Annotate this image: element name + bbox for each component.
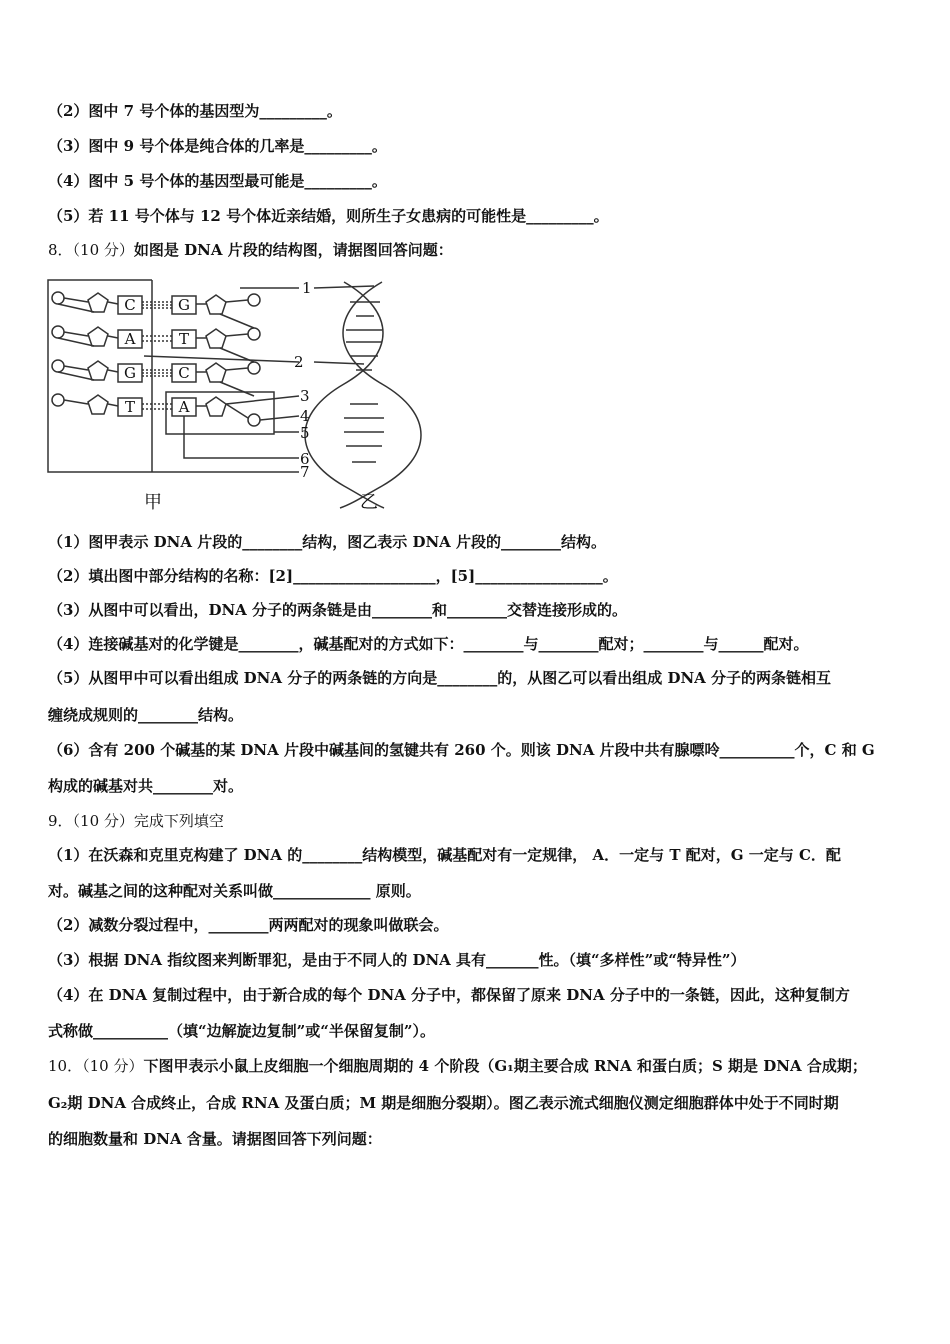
dna-structure-diagram: [44, 272, 424, 516]
q9-header: [48, 811, 224, 831]
label-5: 5: [300, 424, 310, 442]
q9-item-2: （2）减数分裂过程中，________两两配对的现象叫做联会。: [48, 916, 449, 934]
q9-item-1: （1）在沃森和克里克构建了 DNA 的________结构模型，碱基配对有一定规律， A．一定与 T 配对，G 一定与 C．配: [48, 846, 841, 864]
right-base-1: G: [178, 296, 190, 314]
q8-header: [48, 240, 453, 260]
q8-item-4: （4）连接碱基对的化学键是________，碱基配对的方式如下：________与________配对；________与______配对。: [48, 635, 809, 653]
q9-item-4: （4）在 DNA 复制过程中，由于新合成的每个 DNA 分子中，都保留了原来 DNA 分子中的一条链，因此，这种复制方: [48, 986, 850, 1004]
left-base-3: G: [124, 364, 136, 382]
q8-item-5-cont: 缠绕成规则的________结构。: [48, 706, 244, 724]
caption-yi: 乙: [360, 492, 378, 513]
q7-item-2: （2）图中 7 号个体的基因型为_________。: [48, 102, 342, 120]
q8-item-3: （3）从图中可以看出，DNA 分子的两条链是由________和________交替连接形成的。: [48, 601, 628, 619]
q10-number: 10．（10 分）: [48, 1057, 144, 1075]
q10-text-1: 下图甲表示小鼠上皮细胞一个细胞周期的 4 个阶段（G₁期主要合成 RNA 和蛋白质；S 期是 DNA 合成期；: [143, 1057, 867, 1075]
left-backbone: [52, 292, 118, 414]
q9-number: 9．（10 分）: [48, 812, 134, 830]
label-4: 4: [300, 407, 310, 425]
q7-item-3: （3）图中 9 号个体是纯合体的几率是_________。: [48, 137, 387, 155]
right-base-3: C: [178, 364, 190, 382]
label-3: 3: [300, 387, 310, 405]
right-base-4: A: [178, 398, 190, 416]
left-base-4: T: [124, 398, 136, 416]
q9-item-3: （3）根据 DNA 指纹图来判断罪犯，是由于不同人的 DNA 具有_______性。（填“多样性”或“特异性”）: [48, 951, 746, 969]
label-1: 1: [302, 279, 312, 297]
right-base-2: T: [178, 330, 190, 348]
label-6: 6: [300, 450, 310, 468]
q8-item-2: （2）填出图中部分结构的名称：[2]___________________，[5]_________________。: [48, 567, 618, 585]
q10-line-2: G₂期 DNA 合成终止，合成 RNA 及蛋白质；M 期是细胞分裂期）。图乙表示流式细胞仪测定细胞群体中处于不同时期: [48, 1094, 839, 1112]
q8-item-6: （6）含有 200 个碱基的某 DNA 片段中碱基间的氢键共有 260 个。则该 DNA 片段中共有腺嘌呤__________个，C 和 G: [48, 741, 875, 759]
q8-item-5: （5）从图甲中可以看出组成 DNA 分子的两条链的方向是________的，从图乙可以看出组成 DNA 分子的两条链相互: [48, 669, 832, 687]
left-base-2: A: [124, 330, 136, 348]
left-base-1: C: [124, 296, 136, 314]
q8-item-1: （1）图甲表示 DNA 片段的________结构，图乙表示 DNA 片段的________结构。: [48, 533, 607, 551]
caption-jia: 甲: [144, 492, 162, 513]
label-7: 7: [300, 463, 310, 481]
q8-prompt: 如图是 DNA 片段的结构图，请据图回答问题：: [133, 241, 453, 259]
q9-prompt: 完成下列填空: [133, 812, 224, 830]
q9-item-4-cont: 式称做__________（填“边解旋边复制”或“半保留复制”）。: [48, 1022, 436, 1040]
q7-item-4: （4）图中 5 号个体的基因型最可能是_________。: [48, 172, 387, 190]
q9-item-1-cont: 对。碱基之间的这种配对关系叫做_____________ 原则。: [48, 882, 421, 900]
q7-item-5: （5）若 11 号个体与 12 号个体近亲结婚，则所生子女患病的可能性是_________。: [48, 207, 609, 225]
q10-line-1: [48, 1056, 867, 1076]
q10-line-3: 的细胞数量和 DNA 含量。请据图回答下列问题：: [48, 1130, 382, 1148]
q8-number: 8．（10 分）: [48, 241, 134, 259]
q8-item-6-cont: 构成的碱基对共________对。: [48, 777, 244, 795]
label-2: 2: [294, 353, 304, 371]
